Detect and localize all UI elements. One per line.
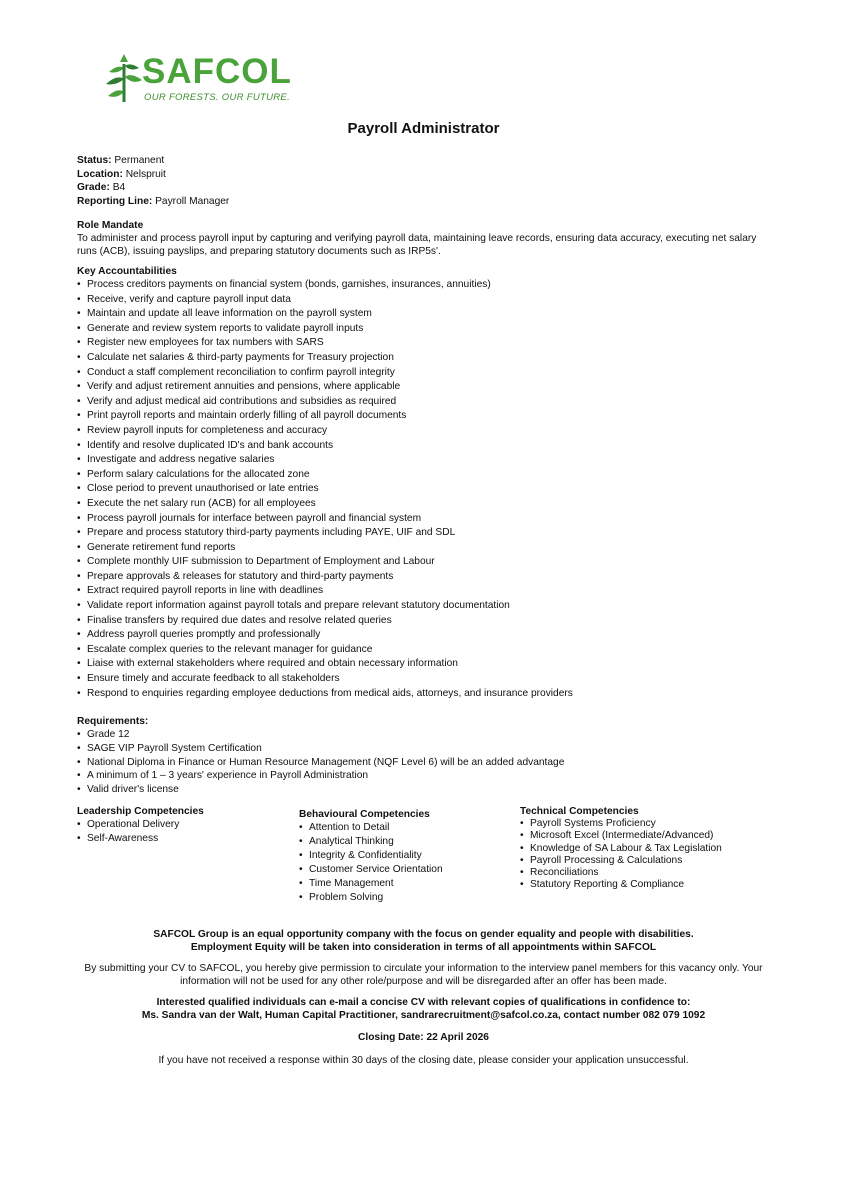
list-item: • Identify and resolve duplicated ID's and bank accounts — [77, 439, 797, 454]
page-title: Payroll Administrator — [347, 120, 500, 137]
list-item: • Statutory Reporting & Compliance — [520, 879, 722, 891]
list-item: • Calculate net salaries & third-party payments for Treasury projection — [77, 351, 797, 366]
list-item: • Integrity & Confidentiality — [299, 849, 443, 863]
leadership-competencies-heading: Leadership Competencies — [77, 806, 204, 817]
equity-statement: SAFCOL Group is an equal opportunity company with the focus on gender equality and people with disabilities. Employment Equity will be taken into consideration in terms of all appointments within SAFCOL — [153, 929, 694, 953]
list-item: • Prepare and process statutory third-party payments including PAYE, UIF and SDL — [77, 526, 797, 541]
list-item: • Time Management — [299, 877, 443, 891]
reporting-line-row: Reporting Line: Payroll Manager — [77, 195, 230, 207]
list-item: • Respond to enquiries regarding employee deductions from medical aids, attorneys, and insurance providers — [77, 687, 797, 702]
list-item: • Finalise transfers by required due dates and resolve related queries — [77, 614, 797, 629]
list-item: • Review payroll inputs for completeness and accuracy — [77, 424, 797, 439]
list-item: • Close period to prevent unauthorised or late entries — [77, 482, 797, 497]
list-item: • Knowledge of SA Labour & Tax Legislation — [520, 843, 722, 855]
technical-competencies-section — [520, 805, 722, 892]
list-item: • Payroll Processing & Calculations — [520, 855, 722, 867]
leadership-competencies-list — [77, 818, 204, 845]
list-item: • Customer Service Orientation — [299, 863, 443, 877]
list-item: • Analytical Thinking — [299, 835, 443, 849]
list-item: • Validate report information against payroll totals and prepare relevant statutory documentation — [77, 599, 797, 614]
list-item: • Maintain and update all leave information on the payroll system — [77, 307, 797, 322]
behavioural-competencies-heading: Behavioural Competencies — [299, 809, 430, 820]
key-accountabilities-list — [77, 278, 797, 701]
status-value: Permanent — [114, 155, 165, 166]
unsuccessful-notice: If you have not received a response within 30 days of the closing date, please consider your application unsuccessful. — [158, 1055, 689, 1066]
list-item: • National Diploma in Finance or Human Resource Management (NQF Level 6) will be an added advantage — [77, 756, 564, 770]
leadership-competencies-section — [77, 805, 204, 845]
requirements-list — [77, 728, 564, 797]
list-item: • Conduct a staff complement reconciliation to confirm payroll integrity — [77, 366, 797, 381]
list-item: • Address payroll queries promptly and professionally — [77, 628, 797, 643]
list-item: • Register new employees for tax numbers with SARS — [77, 336, 797, 351]
list-item: • Print payroll reports and maintain orderly filling of all payroll documents — [77, 409, 797, 424]
job-meta — [77, 154, 229, 208]
key-accountabilities-section — [77, 265, 797, 701]
closing-date: Closing Date: 22 April 2026 — [358, 1032, 489, 1043]
list-item: • Liaise with external stakeholders where required and obtain necessary information — [77, 657, 797, 672]
list-item: • Escalate complex queries to the relevant manager for guidance — [77, 643, 797, 658]
status-row: Status: Permanent — [77, 155, 165, 166]
application-instructions: Interested qualified individuals can e-mail a concise CV with relevant copies of qualifications in confidence to: Ms. Sandra van der Walt, Human Capital Practitioner, sandrarecruitment@safcol.co.za, contact number 082 079 1092 — [141, 997, 706, 1021]
grade-value: B4 — [112, 182, 126, 193]
technical-competencies-list — [520, 818, 722, 892]
list-item: • Valid driver's license — [77, 783, 564, 797]
location-value: Nelspruit — [125, 168, 166, 180]
safcol-logo — [104, 52, 304, 108]
role-mandate-section — [77, 219, 777, 258]
list-item: • Microsoft Excel (Intermediate/Advanced) — [520, 830, 722, 842]
list-item: • A minimum of 1 – 3 years' experience in Payroll Administration — [77, 769, 564, 783]
key-accountabilities-heading: Key Accountabilities — [77, 266, 177, 277]
role-mandate-heading: Role Mandate — [77, 220, 144, 231]
tree-icon — [104, 52, 144, 104]
list-item: • Generate retirement fund reports — [77, 541, 797, 556]
list-item: • Process creditors payments on financial system (bonds, garnishes, insurances, annuities) — [77, 278, 797, 293]
list-item: • Prepare approvals & releases for statutory and third-party payments — [77, 570, 797, 585]
list-item: • Grade 12 — [77, 728, 564, 742]
list-item: • Verify and adjust retirement annuities and pensions, where applicable — [77, 380, 797, 395]
list-item: • Generate and review system reports to validate payroll inputs — [77, 322, 797, 337]
list-item: • Complete monthly UIF submission to Department of Employment and Labour — [77, 555, 797, 570]
list-item: • Perform salary calculations for the allocated zone — [77, 468, 797, 483]
list-item: • Problem Solving — [299, 891, 443, 905]
list-item: • Operational Delivery — [77, 818, 204, 832]
list-item: • Payroll Systems Proficiency — [520, 818, 722, 830]
list-item: • Ensure timely and accurate feedback to all stakeholders — [77, 672, 797, 687]
logo-tagline: OUR FORESTS. OUR FUTURE. — [144, 92, 291, 103]
list-item: • Extract required payroll reports in line with deadlines — [77, 584, 797, 599]
role-mandate-text: To administer and process payroll input by capturing and verifying payroll data, maintaining leave records, ensuring data accuracy, executing net salary runs (ACB), issuing payslips, and preparing statutory documents such as IRP5s'. — [77, 233, 757, 257]
reporting-line-value: Payroll Manager — [155, 195, 230, 207]
list-item: • Execute the net salary run (ACB) for all employees — [77, 497, 797, 512]
behavioural-competencies-section — [299, 808, 443, 905]
grade-row: Grade: B4 — [77, 182, 126, 193]
list-item: • Receive, verify and capture payroll input data — [77, 293, 797, 308]
list-item: • Attention to Detail — [299, 821, 443, 835]
behavioural-competencies-list — [299, 821, 443, 905]
requirements-heading: Requirements: — [77, 716, 149, 727]
list-item: • SAGE VIP Payroll System Certification — [77, 742, 564, 756]
location-row: Location: Nelspruit — [77, 168, 166, 180]
list-item: • Reconciliations — [520, 867, 722, 879]
requirements-section — [77, 715, 564, 797]
list-item: • Self-Awareness — [77, 832, 204, 846]
consent-statement: By submitting your CV to SAFCOL, you hereby give permission to circulate your information to the interview panel members for this vacancy only. Your information will not be used for any other role/purpose and will be disregarded after an offer has been made. — [84, 963, 763, 987]
technical-competencies-heading: Technical Competencies — [520, 806, 639, 817]
list-item: • Process payroll journals for interface between payroll and financial system — [77, 512, 797, 527]
list-item: • Investigate and address negative salaries — [77, 453, 797, 468]
list-item: • Verify and adjust medical aid contributions and subsidies as required — [77, 395, 797, 410]
logo-wordmark: SAFCOL — [142, 52, 292, 91]
